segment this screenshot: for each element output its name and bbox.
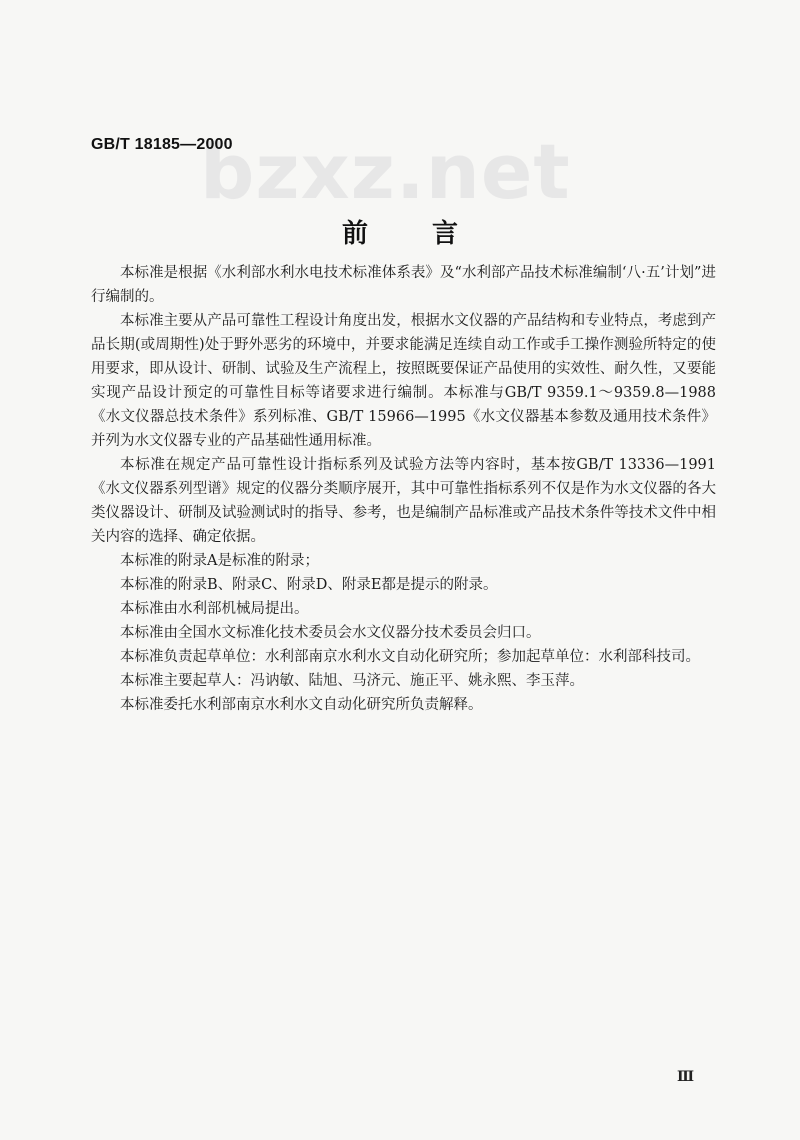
paragraph-appendix-a: 本标准的附录A是标准的附录； — [120, 553, 319, 569]
foreword-body — [91, 261, 716, 717]
paragraph-appendix-bcde: 本标准的附录B、附录C、附录D、附录E都是提示的附录。 — [120, 577, 498, 593]
paragraph-scope: 本标准主要从产品可靠性工程设计角度出发，根据水文仪器的产品结构和专业特点，考虑到产品长期(或周期性)处于野外恶劣的环境中，并要求能满足连续自动工作或手工操作测验所特定的使用要求，即从设计、研制、试验及生产流程上，按照既要保证产品使用的实效性、耐久性，又要能实现产品设计预定的可靠性目标等诸要求进行编制。本标准与GB/T 9359.1～9359.8—1988《水文仪器总技术条件》系列标准、GB/T 15966—1995《水文仪器基本参数及通用技术条件》并列为水文仪器专业的产品基础性通用标准。 — [91, 313, 716, 449]
paragraph-drafting-units: 本标准负责起草单位：水利部南京水利水文自动化研究所；参加起草单位：水利部科技司。 — [120, 649, 700, 665]
paragraph-proposer: 本标准由水利部机械局提出。 — [120, 601, 309, 617]
paragraph-drafters: 本标准主要起草人：冯讷敏、陆旭、马济元、施正平、姚永熙、李玉萍。 — [120, 673, 584, 689]
page-number: Ⅲ — [676, 1069, 694, 1085]
paragraph-basis: 本标准是根据《水利部水利水电技术标准体系表》及“水利部产品技术标准编制‘八·五’计划”进行编制的。 — [91, 265, 716, 305]
paragraph-method: 本标准在规定产品可靠性设计指标系列及试验方法等内容时，基本按GB/T 13336—1991《水文仪器系列型谱》规定的仪器分类顺序展开，其中可靠性指标系列不仅是作为水文仪器的各大类仪器设计、研制及试验测试时的指导、参考，也是编制产品标准或产品技术条件等技术文件中相关内容的选择、确定依据。 — [91, 457, 716, 545]
standard-code: GB/T 18185—2000 — [91, 136, 233, 153]
paragraph-interpretation: 本标准委托水利部南京水利水文自动化研究所负责解释。 — [120, 697, 483, 713]
paragraph-committee: 本标准由全国水文标准化技术委员会水文仪器分技术委员会归口。 — [120, 625, 541, 641]
watermark: bzxz.net — [200, 127, 571, 216]
page-title: 前言 — [341, 219, 522, 249]
